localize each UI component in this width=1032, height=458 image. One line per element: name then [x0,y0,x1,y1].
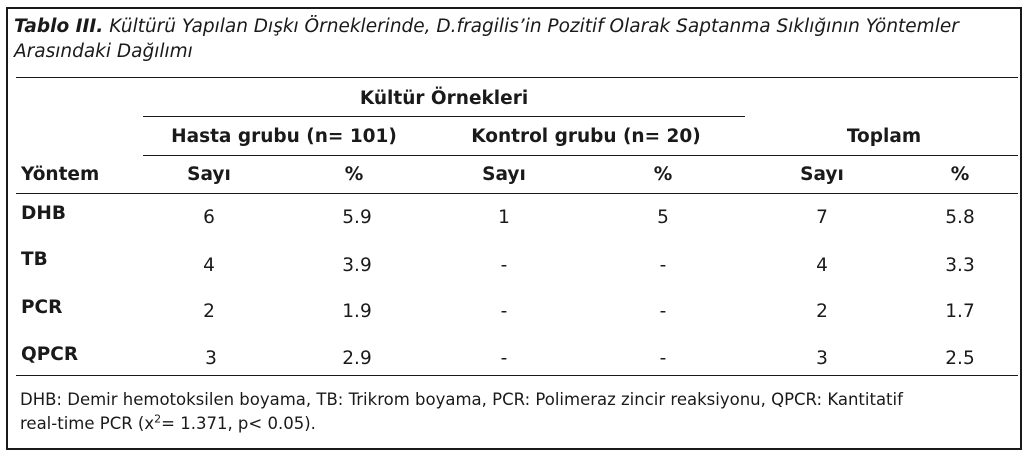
cell-hasta-pct: 5.9 [342,207,372,228]
header-kontrol: Kontrol grubu (n= 20) [471,126,701,147]
table-caption [14,14,1004,64]
cell-toplam-sayi: 4 [816,255,828,276]
row-method: TB [21,249,48,270]
cell-kontrol-pct: 5 [657,207,669,228]
rule-toplam [745,155,1018,156]
cell-hasta-pct: 2.9 [342,348,372,369]
cell-toplam-sayi: 3 [816,348,828,369]
table-frame [6,7,1022,450]
cell-toplam-pct: 3.3 [945,255,975,276]
footnote-line-2-post: = 1.371, p< 0.05). [161,414,316,433]
footnote-line-2-pre: real-time PCR (x [20,414,155,433]
header-yontem: Yöntem [21,164,100,185]
table-footnote [20,388,980,436]
cell-toplam-sayi: 7 [816,207,828,228]
header-kontrol-sayi: Sayı [482,164,526,185]
cell-kontrol-sayi: 1 [498,207,510,228]
row-method: QPCR [21,344,79,365]
footnote-superscript: 2 [154,412,162,426]
cell-hasta-sayi: 3 [205,348,217,369]
header-toplam: Toplam [846,126,922,147]
rule-kontrol [426,155,745,156]
cell-kontrol-pct: - [659,348,667,369]
cell-toplam-pct: 2.5 [945,348,975,369]
cell-hasta-sayi: 2 [203,301,215,322]
cell-kontrol-pct: - [659,255,667,276]
rule-bottom [16,375,1018,376]
cell-toplam-sayi: 2 [816,301,828,322]
header-kontrol-pct: % [653,164,673,185]
rule-hasta [143,155,426,156]
header-group: Kültür Örnekleri [359,88,529,109]
footnote-line-2 [20,412,980,436]
cell-kontrol-sayi: - [500,255,508,276]
cell-toplam-pct: 1.7 [945,301,975,322]
caption-text: Kültürü Yapılan Dışkı Örneklerinde, D.fragilis’in Pozitif Olarak Saptanma Sıklığının Yöntemler Arasındaki Dağılımı [14,16,959,62]
cell-hasta-sayi: 4 [203,255,215,276]
header-hasta: Hasta grubu (n= 101) [171,126,397,147]
header-hasta-pct: % [344,164,364,185]
cell-toplam-pct: 5.8 [945,207,975,228]
rule-top [16,77,1018,78]
cell-hasta-pct: 1.9 [342,301,372,322]
cell-hasta-sayi: 6 [203,207,215,228]
cell-kontrol-pct: - [659,301,667,322]
header-toplam-pct: % [950,164,970,185]
rule-group [143,116,745,117]
cell-kontrol-sayi: - [500,348,508,369]
row-method: PCR [21,297,63,318]
cell-kontrol-sayi: - [500,301,508,322]
footnote-line-1: DHB: Demir hemotoksilen boyama, TB: Trikrom boyama, PCR: Polimeraz zincir reaksiyonu, QPCR: Kantitatif [20,390,903,409]
caption-lead: Tablo III. [14,16,104,37]
cell-hasta-pct: 3.9 [342,255,372,276]
row-method: DHB [21,203,66,224]
header-toplam-sayi: Sayı [800,164,844,185]
header-hasta-sayi: Sayı [187,164,231,185]
rule-header-bottom [16,193,1018,194]
